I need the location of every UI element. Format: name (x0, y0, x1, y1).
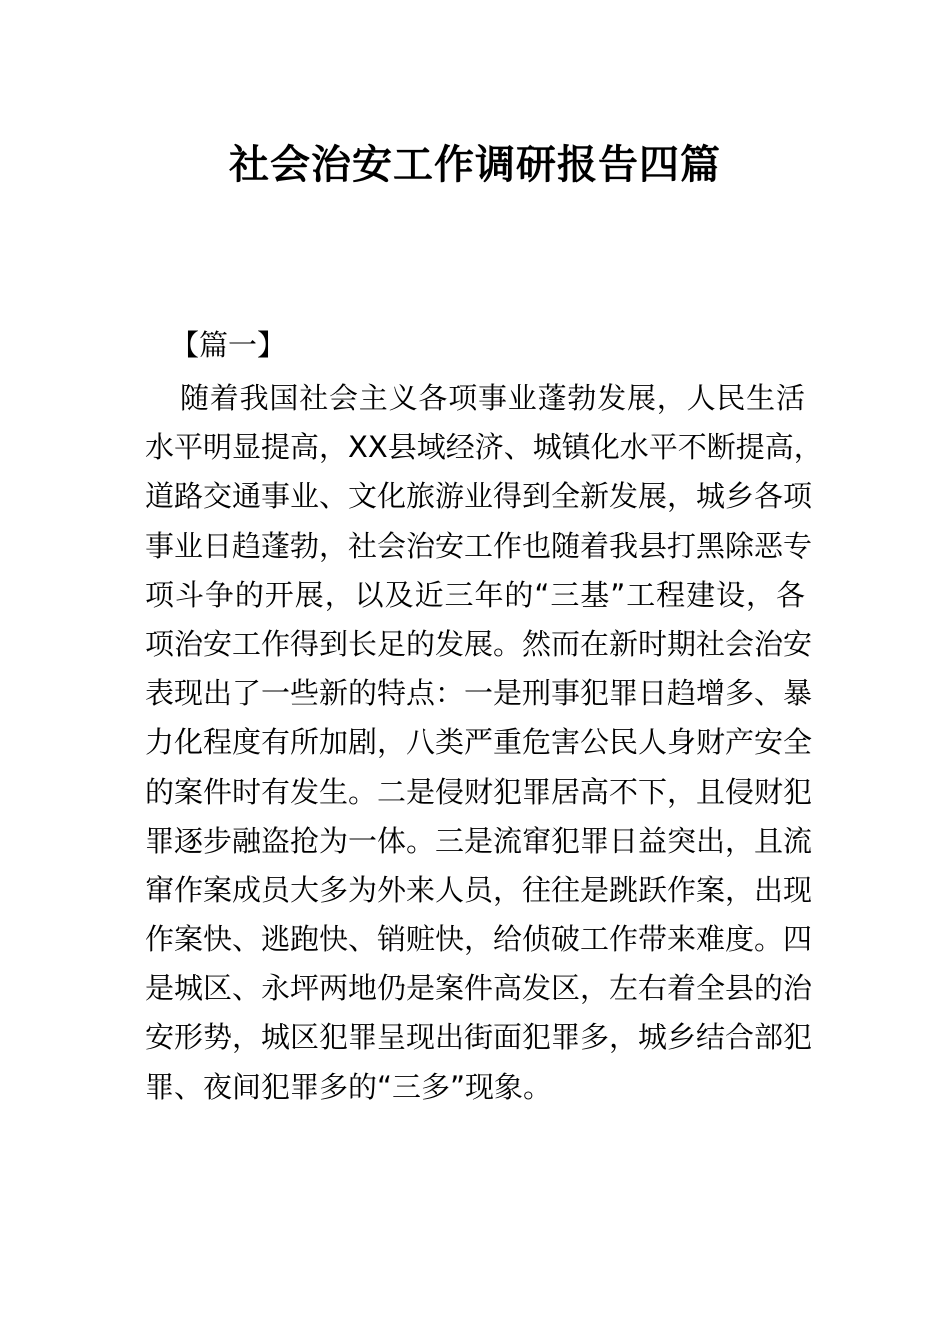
paragraph-line: 表现出了一些新的特点：一是刑事犯罪日趋增多、暴 (145, 676, 813, 711)
paragraph-line: 窜作案成员大多为外来人员，往往是跳跃作案，出现 (145, 872, 813, 907)
paragraph-line: 是城区、永坪两地仍是案件高发区，左右着全县的治 (145, 971, 813, 1006)
paragraph-line: 罪逐步融盗抢为一体。三是流窜犯罪日益突出，且流 (145, 823, 813, 858)
paragraph-line: 项斗争的开展，以及近三年的“三基”工程建设，各 (145, 577, 805, 612)
paragraph-line: 力化程度有所加剧，八类严重危害公民人身财产安全 (145, 725, 813, 760)
paragraph-line: 罪、夜间犯罪多的“三多”现象。 (145, 1069, 553, 1104)
section-label: 【篇一】 (170, 328, 287, 362)
document-title: 社会治安工作调研报告四篇 (229, 142, 721, 188)
paragraph-line: 项治安工作得到长足的发展。然而在新时期社会治安 (145, 626, 813, 661)
paragraph-line: 道路交通事业、文化旅游业得到全新发展，城乡各项 (145, 479, 813, 514)
paragraph-line: 水平明显提高，XX县域经济、城镇化水平不断提高， (145, 430, 823, 465)
body-paragraph (145, 374, 823, 1112)
paragraph-line: 事业日趋蓬勃，社会治安工作也随着我县打黑除恶专 (145, 528, 813, 563)
paragraph-line: 安形势，城区犯罪呈现出街面犯罪多，城乡结合部犯 (145, 1020, 813, 1055)
paragraph-line: 随着我国社会主义各项事业蓬勃发展，人民生活 (180, 381, 805, 415)
paragraph-line: 的案件时有发生。二是侵财犯罪居高不下，且侵财犯 (145, 774, 813, 809)
paragraph-line: 作案快、逃跑快、销赃快，给侦破工作带来难度。四 (145, 922, 813, 957)
